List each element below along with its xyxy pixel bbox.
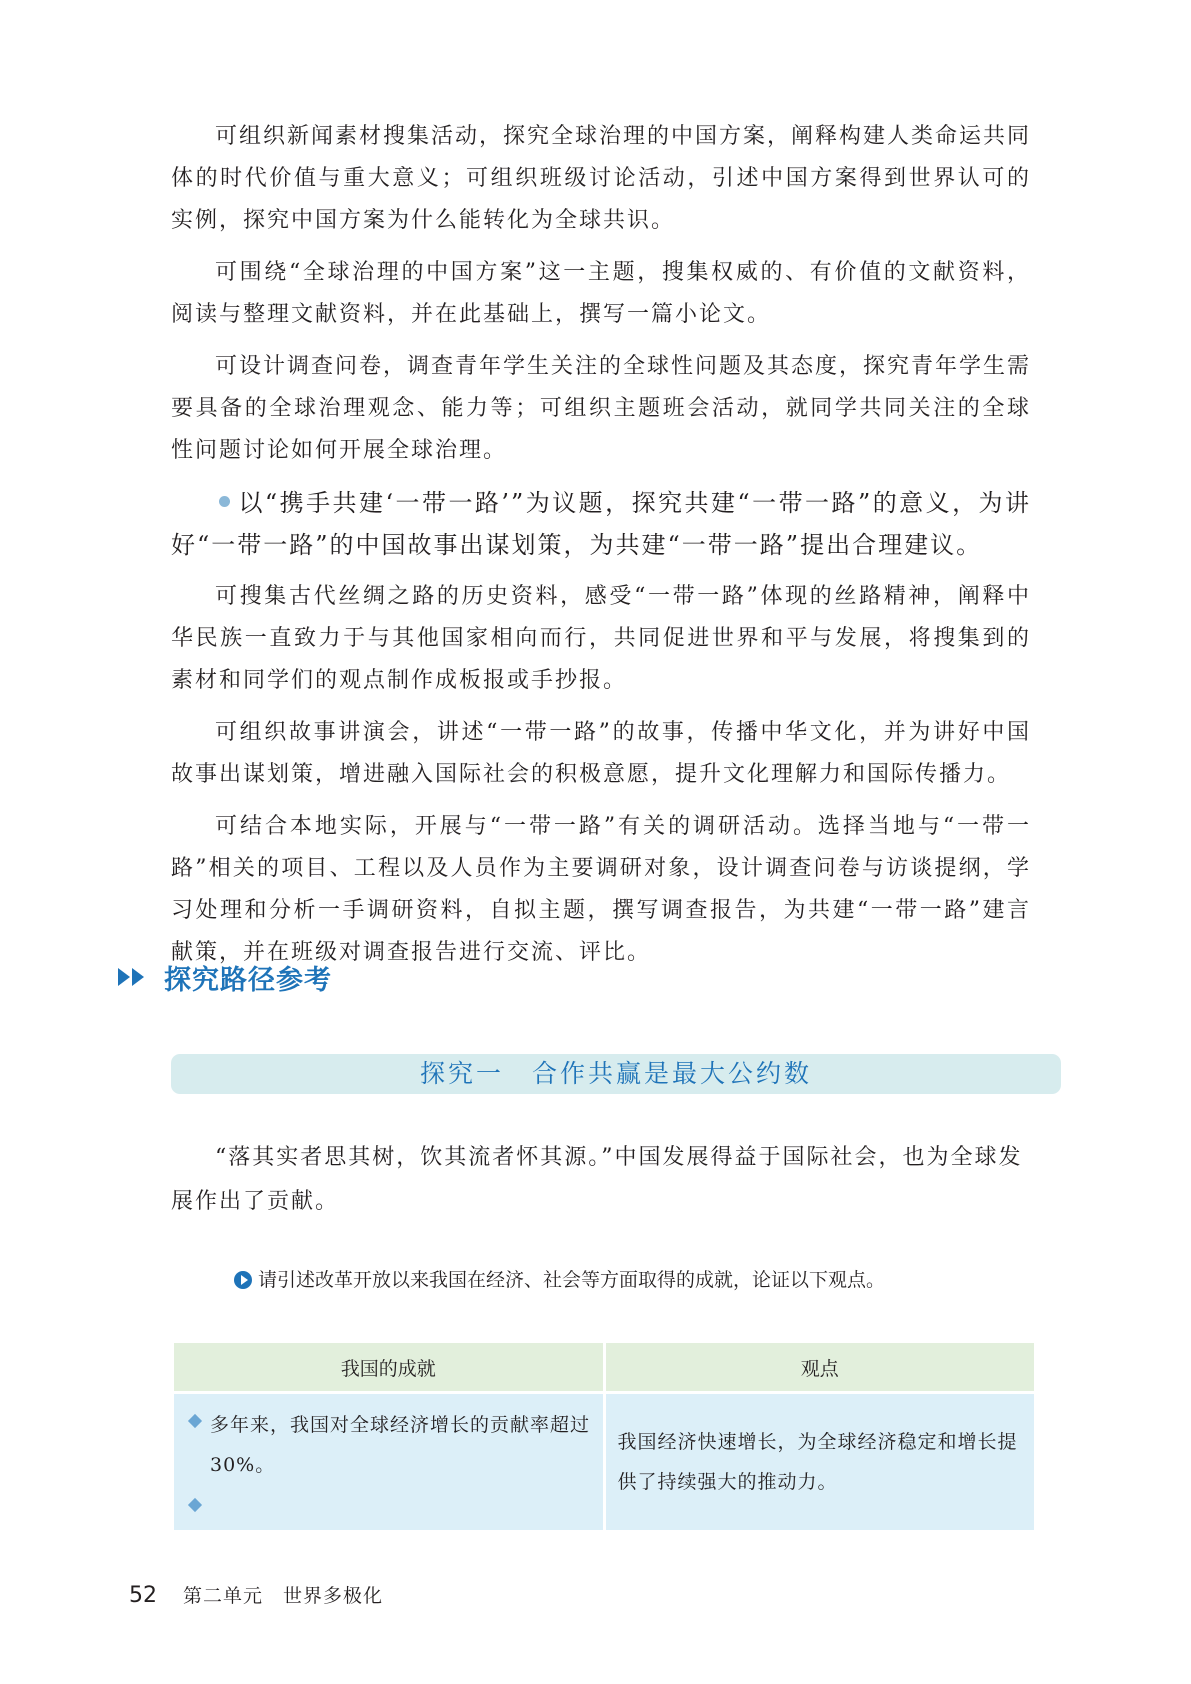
paragraph: 可围绕“全球治理的中国方案”这一主题，搜集权威的、有价值的文献资料，阅读与整理文献资料，并在此基础上，撰写一篇小论文。 <box>171 260 1031 327</box>
activity-text-block <box>171 116 1031 984</box>
bullet-dot-icon <box>219 496 230 507</box>
page-number: 52 <box>129 1583 157 1608</box>
topic-text: 以“携手共建‘一带一路’”为议题，探究共建“一带一路”的意义，为讲好“一带一路”的中国故事出谋划策，为共建“一带一路”提出合理建议。 <box>171 489 1031 559</box>
achievement-cell <box>174 1394 603 1530</box>
table-header: 观点 <box>606 1343 1035 1391</box>
paragraph: 可搜集古代丝绸之路的历史资料，感受“一带一路”体现的丝路精神，阐释中华民族一直致力于与其他国家相向而行，共同促进世界和平与发展，将搜集到的素材和同学们的观点制作成板报或手抄报。 <box>171 584 1031 693</box>
achievement-table <box>171 1340 1037 1533</box>
table-header: 我国的成就 <box>174 1343 603 1391</box>
page-footer <box>129 1581 383 1608</box>
paragraph: 可结合本地实际，开展与“一带一路”有关的调研活动。选择当地与“一带一路”相关的项目、工程以及人员作为主要调研对象，设计调查问卷与访谈提纲，学习处理和分析一手调研资料，自拟主题，撰写调查报告，为共建“一带一路”建言献策，并在班级对调查报告进行交流、评比。 <box>171 814 1031 965</box>
viewpoint-cell: 我国经济快速增长，为全球经济稳定和增长提供了持续强大的推动力。 <box>606 1394 1035 1530</box>
task-text: 请引述改革开放以来我国在经济、社会等方面取得的成就，论证以下观点。 <box>258 1269 886 1291</box>
explore-title: 探究一 合作共赢是最大公约数 <box>419 1059 812 1088</box>
topic-paragraph <box>171 482 1031 566</box>
diamond-bullet-icon <box>188 1498 202 1512</box>
quote-paragraph: “落其实者思其树，饮其流者怀其源。”中国发展得益于国际社会，也为全球发展作出了贡献。 <box>171 1145 1023 1214</box>
paragraph: 可组织新闻素材搜集活动，探究全球治理的中国方案，阐释构建人类命运共同体的时代价值与重大意义；可组织班级讨论活动，引述中国方案得到世界认可的实例，探究中国方案为什么能转化为全球共识。 <box>171 124 1032 233</box>
table-header-row <box>174 1343 1034 1391</box>
paragraph: 可设计调查问卷，调查青年学生关注的全球性问题及其态度，探究青年学生需要具备的全球治理观念、能力等；可组织主题班会活动，就同学共同关注的全球性问题讨论如何开展全球治理。 <box>171 354 1032 463</box>
task-instruction <box>234 1265 885 1295</box>
play-circle-icon <box>234 1271 252 1289</box>
double-arrow-icon <box>118 968 146 986</box>
section-title: 探究路径参考 <box>164 964 332 996</box>
unit-title: 第二单元 世界多极化 <box>183 1585 384 1607</box>
table-row <box>174 1394 1034 1530</box>
diamond-bullet-icon <box>188 1414 202 1428</box>
explore-banner <box>171 1054 1061 1094</box>
achievement-text: 多年来，我国对全球经济增长的贡献率超过30%。 <box>210 1414 591 1476</box>
paragraph: 可组织故事讲演会，讲述“一带一路”的故事，传播中华文化，并为讲好中国故事出谋划策，增进融入国际社会的积极意愿，提升文化理解力和国际传播力。 <box>171 720 1031 787</box>
section-heading <box>118 955 332 999</box>
